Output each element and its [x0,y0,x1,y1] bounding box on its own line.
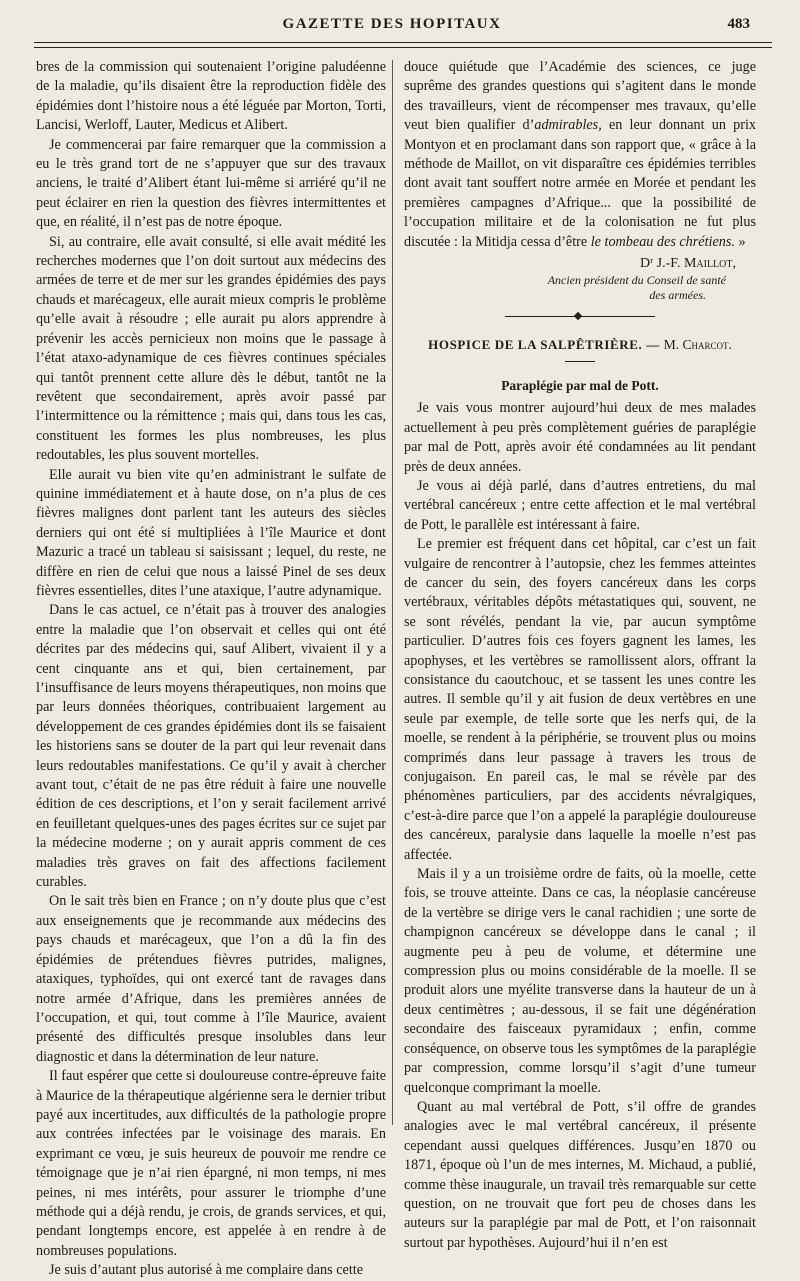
paragraph: Mais il y a un troisième ordre de faits, où la moelle, cette fois, se trouve atteinte. Dans ce cas, la néoplasie cancéreuse de la vertèbre se dirige vers le canal rachidien ; une sorte de champignon cancéreux se développe dans le canal ; il augmente peu à peu de volume, et détermine une compression plus ou moins considérable de la moelle. Il se produit alors une myélite transverse dans la hauteur de un à deux centimètres ; au-dessous, il se fait une dégénération secondaire des faisceaux pyramidaux ; enfin, comme conséquence, on observe tous les symptômes de la paraplégie par compression, comme lorsqu’il s’agit d’une tumeur quelconque comprimant la moelle. [404,866,756,1096]
paragraph: On le sait très bien en France ; on n’y doute plus que c’est aux enseignements que je recommande aux médecins des pays chauds et marécageux, que l’on a dû la fin des épidémies de prétendues fièvres putrides, malignes, ataxiques, typhoïdes, qui ont exercé tant de ravages dans notre armée d’Afrique, dans les premières années de l’occupation, et qui, tout comme à l’île Maurice, avaient présenté des difficultés presque insolubles dans leur diagnostic et dans la détermination de leur nature. [36,893,386,1065]
paragraph: Il faut espérer que cette si douloureuse contre-épreuve faite à Maurice de la thérapeutique algérienne sera le dernier tribut payé aux incertitudes, aux difficultés de la pathologie propre aux contrées infectées par le voisinage des marais. En exprimant ce vœu, je suis heureux de pouvoir me rendre ce témoignage que je n’ai rien épargné, ni mon temps, ni mes peines, ni mes intérêts, pour assurer le triomphe d’une méthode qui a déjà rendu, je crois, de grands services, et qui, pendant longtemps encore, est appelée à en rendre à de nombreuses populations. [36,1068,386,1259]
column-divider [392,60,393,1125]
diamond-ornament [574,312,582,320]
header-rule-thin [34,47,772,48]
text-run: » [734,233,746,250]
header-rule-thick [34,42,772,43]
right-column [404,58,756,1253]
signature-prefix: Dʳ J.-F. [640,256,684,272]
page-header [34,10,750,34]
paragraph: Elle aurait vu bien vite qu’en administrant le sulfate de quinine immédiatement et à haute dose, on n’a plus de ces fièvres malignes dont parlent tant les auteurs des siècles derniers qui ont été si multipliées à l’île Maurice et dont Mazuric a tracé un tableau si saisissant ; lequel, du reste, ne diffère en rien de celui que nous a laissé Pinel de ses deux fièvres essentielles, dites l’une ataxique, l’autre adynamique. [36,466,386,599]
paragraph: Si, au contraire, elle avait consulté, si elle avait médité les recherches modernes que l’on doit surtout aux médecins des armées de terre et de mer sur les grandes épidémies des pays chauds et marécageux, elle aurait mieux compris le problème qu’elle avait à résoudre ; elle aurait pu alors apprendre à prévenir les accès pernicieux non moins que le passage à l’état ataxo-adynamique de ces fièvres continues spéciales qui tantôt prennent cette allure dès le début, tantôt ne la revêtent que secondairement, après avoir passé par l’intermittence ou la rémittence ; mais qui, dans tous les cas, constituent les formes les plus nombreuses, les plus redoutables, les plus souvent mortelles. [36,233,386,464]
paragraph: bres de la commission qui soutenaient l’origine paludéenne de la maladie, qu’ils disaient être la reproduction fidèle des épidémies dont l’histoire nous a été léguée par Morton, Torti, Lancisi, Werloff, Lauter, Medicus et Alibert. [36,59,386,134]
hospital-name: HOSPICE DE LA SALPÊTRIÈRE. — [428,337,664,353]
text-run: en leur donnant un prix Montyon et en proclamant dans son rapport que, « grâce à la méthode de Maillot, on vit disparaître ces épidémies terribles dont avait tant souffert notre armée en Morée et pendant les premières campagnes d’Afrique... que la possibilité de l’occupation militaire et de la colonisation ne fut plus discutée : la Mitidja cessa d’être [404,117,756,250]
signature-name [404,254,756,273]
signature-surname: Maillot, [683,256,736,272]
ornamental-separator [505,313,655,319]
paragraph: Dans le cas actuel, ce n’était pas à trouver des analogies entre la maladie que l’on observait et celles qui ont été décrites par des médecins qui, sauf Alibert, vivaient il y a cent cinquante ans et qui, bien certainement, par l’insuffisance de leurs moyens thérapeutiques, non moins que par leurs données théoriques, contribuaient largement au développement de ces grandes épidémies dont ils se faisaient les historiens sans se douter de la part qui leur revenait dans leurs redoutables manifestations. Ce qu’il y avait à chercher avant tout, c’était de ne pas être réduit à faire une nouvelle édition de ces descriptions, et l’on y serait facilement arrivé en feuilletant quelques-unes des pages écrites sur ce sujet par la médecine moderne ; on y aurait appris comment de ces maladies très graves on fait des affections facilement curables. [36,602,386,891]
signature-block [404,254,756,303]
paragraph: Je commencerai par faire remarquer que la commission a eu le très grand tort de ne s’appuyer que sur des travaux anciens, le traité d’Alibert étant lui-même si arriéré qu’il ne peut éclairer en rien la question des fièvres intermittentes et que, en réalité, il n’est pas de notre époque. [36,136,386,231]
paragraph: Je vais vous montrer aujourd’hui deux de mes malades actuellement à peu près complètement guéries de paraplégie par mal de Pott, après avoir été condamnées au lit pendant près de deux années. [404,400,756,475]
paragraph: Je suis d’autant plus autorisé à me complaire dans cette [49,1262,363,1279]
page-number: 483 [727,16,750,32]
doctor-name: M. Charcot. [663,337,732,353]
signature-role-line: Ancien président du Conseil de santé [547,273,726,288]
signature-role-line: des armées. [649,288,706,303]
italic-text: admirables, [534,117,602,134]
article-subtitle: Paraplégie par mal de Pott. [501,377,659,393]
short-rule [565,361,595,362]
paragraph: Quant au mal vertébral de Pott, s’il offre de grandes analogies avec le mal vertébral cancéreux, il présente cependant aussi quelques différences. Jusqu’en 1870 ou 1871, époque où l’un de mes internes, M. Michaud, a publié, comme thèse inaugurale, un travail très remarquable sur cette question, on ne trouvait que fort peu de choses dans les auteurs sur la paraplégie par mal de Pott, et l’on raisonnait surtout par hypothèses. Aujourd’hui il n’en est [404,1098,756,1251]
left-column [36,58,386,1281]
publication-title: GAZETTE DES HOPITAUX [282,16,502,32]
signature-role [404,273,756,303]
section-heading [404,335,756,354]
paragraph: Le premier est fréquent dans cet hôpital, car c’est un fait vulgaire de rencontrer à l’autopsie, chez les femmes atteintes de cancer du sein, des foyers cancéreux dans les corps vertébraux, véritables dépôts métastatiques qui, souvent, ne se sont révélés, pendant la vie, par aucun symptôme particulier. D’autres fois ces foyers gagnent les lames, les apophyses, et les vertèbres se ramollissent alors, offrant la consistance du caoutchouc, et se tassent les unes contre les autres. Il semble qu’il y ait fusion de deux vertèbres en une seule par exemple, de telle sorte que les nerfs qui, de la moelle, se rendent à la périphérie, se trouvent plus ou moins comprimés dans leur passage à travers les trous de conjugaison. En pareil cas, le mal se révèle par des phénomènes particuliers, par des accidents névralgiques, c’est-à-dire parce que l’on a appelé la paraplégie douloureuse des cancéreux, paralysie dans laquelle la moelle n’est pas affectée. [404,536,756,863]
italic-text: le tombeau des chrétiens. [590,233,735,250]
paragraph [404,58,756,252]
text-run: douce quiétude que l’Académie des sciences, ce juge suprême des grandes questions qui s’agitent dans le monde des travailleurs, vient de récompenser mes travaux, qu’elle veut bien qualifier d’ [404,59,756,134]
paragraph: Je vous ai déjà parlé, dans d’autres entretiens, du mal vertébral cancéreux ; entre cette affection et le mal vertébral de Pott, le parallèle est intéressant à faire. [404,477,756,533]
